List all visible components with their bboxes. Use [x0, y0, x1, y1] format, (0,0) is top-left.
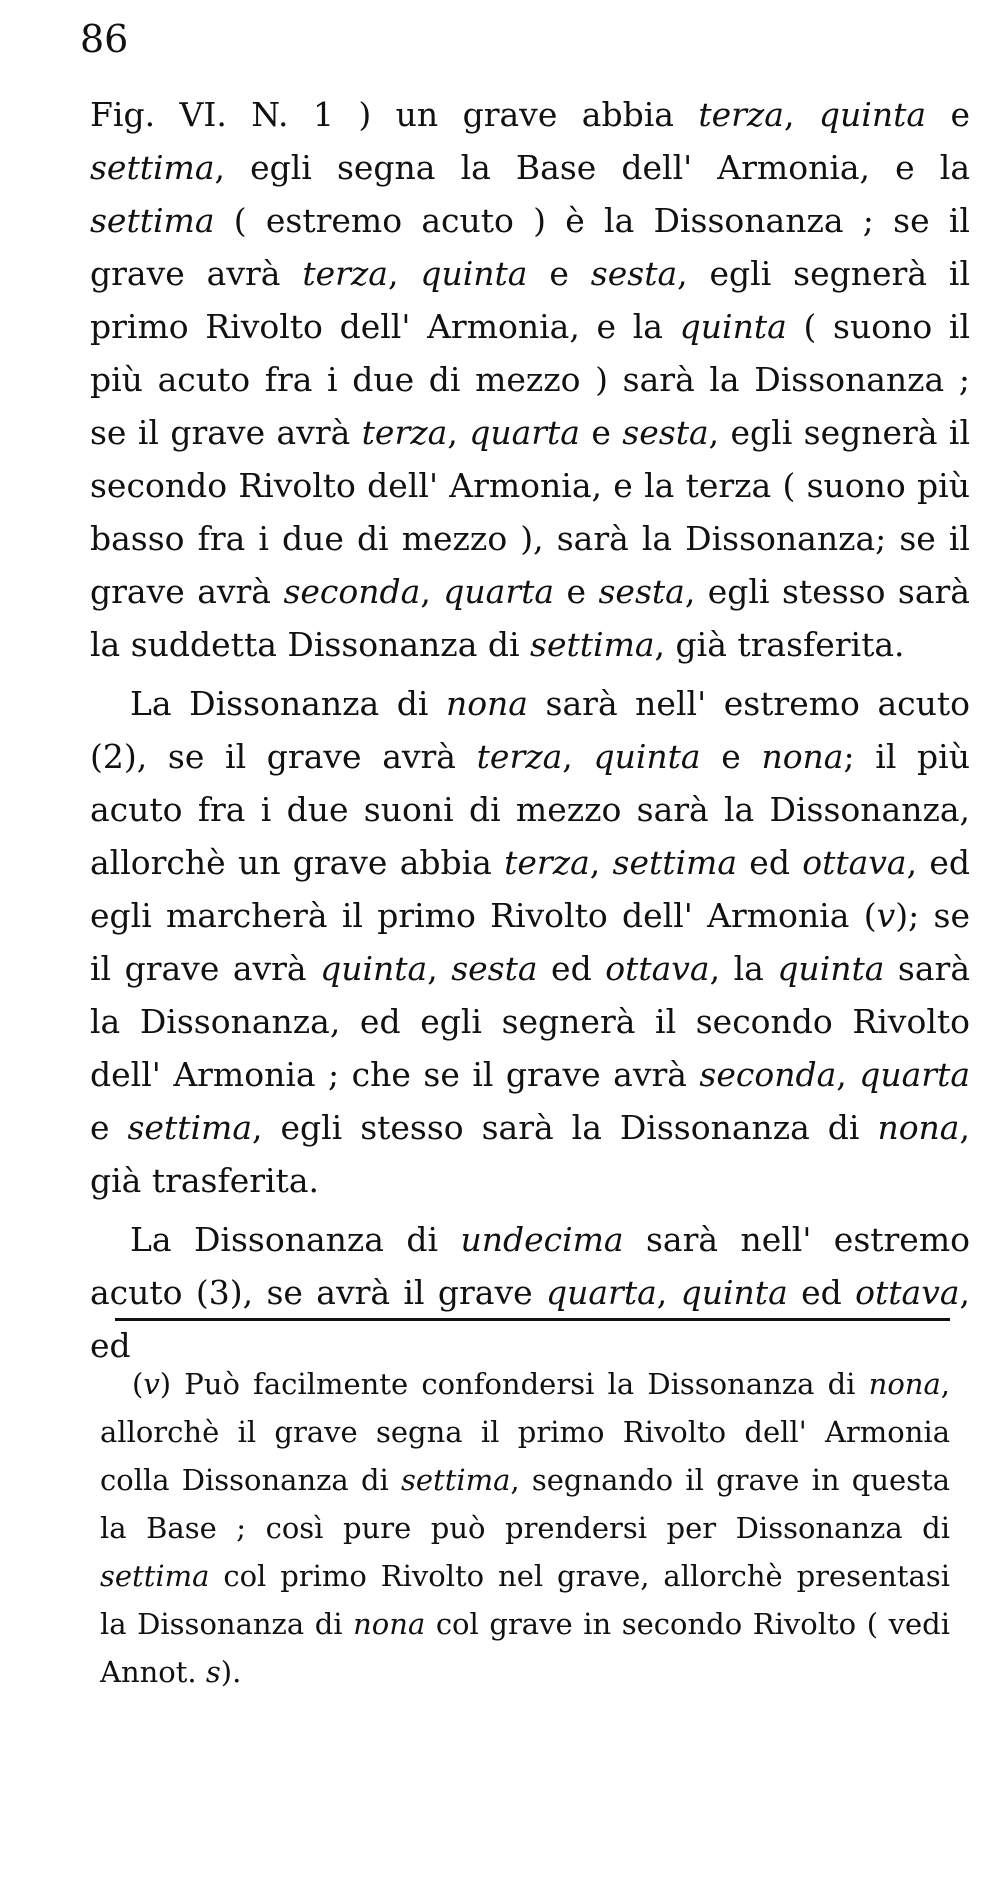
footnote [100, 1360, 950, 1696]
paragraph [90, 677, 970, 1207]
italic-term: settima [530, 625, 655, 664]
italic-term: quarta [859, 1055, 971, 1094]
text-run: ; il più acuto fra i due suoni di mezzo sarà la Dissonanza, allorchè un grave abbia [90, 737, 970, 882]
text-run: La Dissonanza di [130, 1220, 461, 1259]
italic-term: v [876, 896, 896, 935]
italic-term: ottava [802, 843, 907, 882]
text-run: e [579, 413, 623, 452]
text-run: , [387, 254, 421, 293]
text-run: Fig. VI. N. 1 ) un grave abbia [90, 95, 699, 134]
text-run: sarà la Dissonanza, ed egli segnerà il secondo Rivolto dell' Armonia ; che se il grave avrà [90, 949, 970, 1094]
italic-term: settima [612, 843, 738, 882]
italic-term: s [205, 1655, 221, 1689]
italic-term: settima [401, 1463, 511, 1497]
italic-term: undecima [460, 1220, 624, 1259]
italic-term: nona [353, 1607, 426, 1641]
italic-term: quinta [320, 949, 428, 988]
text-run: col primo Rivolto nel grave, allorchè presentasi la Dissonanza di [100, 1559, 950, 1641]
text-run: sarà nell' estremo acuto (2), se il grave avrà [90, 684, 970, 776]
italic-term: quinta [818, 95, 927, 134]
italic-term: quinta [777, 949, 885, 988]
italic-term: sesta [451, 949, 538, 988]
italic-term: ottava [855, 1273, 960, 1312]
italic-term: terza [302, 254, 388, 293]
italic-term: v [143, 1367, 160, 1401]
page-number: 86 [80, 17, 129, 61]
italic-term: terza [504, 843, 590, 882]
italic-term: nona [868, 1367, 941, 1401]
text-run: , [562, 737, 594, 776]
italic-term: quinta [420, 254, 528, 293]
text-run: ( [132, 1367, 144, 1401]
text-run: , egli segna la Base dell' Armonia, e la [214, 148, 970, 187]
text-run: ed [737, 843, 803, 882]
text-run: , ed egli marcherà il primo Rivolto dell' Armonia ( [90, 843, 970, 935]
text-run: , segnando il grave in questa la Base ; così pure può prendersi per Dissonanza di [100, 1463, 950, 1545]
text-run: , [427, 949, 452, 988]
italic-term: quinta [679, 307, 787, 346]
text-run: e [700, 737, 762, 776]
main-text [90, 88, 970, 1372]
footnote-text [100, 1360, 950, 1696]
italic-term: quarta [443, 572, 555, 611]
text-run: , già trasferita. [90, 1108, 970, 1200]
text-run: , egli segnerà il secondo Rivolto dell' Armonia, e la terza ( suono più basso fra i due di mezzo ), sarà la Dissonanza; se il grave avrà [90, 413, 971, 611]
text-run: ed [787, 1273, 856, 1312]
paragraph [90, 88, 970, 671]
italic-term: settima [127, 1108, 253, 1147]
italic-term: seconda [283, 572, 421, 611]
italic-term: terza [361, 413, 448, 452]
italic-term: nona [445, 684, 528, 723]
footnote-divider [115, 1318, 950, 1321]
text-run: ( estremo acuto ) è la Dissonanza ; se il grave avrà [90, 201, 970, 293]
text-run: , [836, 1055, 860, 1094]
paragraph [90, 1213, 970, 1372]
text-run: ( suono il più acuto fra i due di mezzo ) sarà la Dissonanza ; se il grave avrà [90, 307, 970, 452]
text-run: , egli stesso sarà la Dissonanza di [252, 1108, 878, 1147]
italic-term: terza [476, 737, 563, 776]
italic-term: seconda [699, 1055, 837, 1094]
text-run: , egli stesso sarà la suddetta Dissonanza di [90, 572, 970, 664]
italic-term: quarta [546, 1273, 657, 1312]
text-run: , [656, 1273, 681, 1312]
text-run: , [784, 95, 819, 134]
text-run: e [527, 254, 591, 293]
italic-term: nona [877, 1108, 960, 1147]
text-run: , ed [90, 1273, 971, 1365]
text-run: , la [709, 949, 778, 988]
text-run: e [926, 95, 971, 134]
italic-term: quarta [469, 413, 580, 452]
italic-term: nona [761, 737, 844, 776]
italic-term: sesta [622, 413, 709, 452]
text-run: , [589, 843, 613, 882]
text-run: , [447, 413, 470, 452]
text-run: , già trasferita. [654, 625, 905, 664]
text-run: ). [220, 1655, 242, 1689]
italic-term: ottava [605, 949, 710, 988]
text-run: e [554, 572, 599, 611]
italic-term: terza [698, 95, 784, 134]
text-run: ); se il grave avrà [90, 896, 971, 988]
text-run: col grave in secondo Rivolto ( vedi Annot. [100, 1607, 950, 1689]
italic-term: settima [90, 148, 215, 187]
text-run: , [420, 572, 444, 611]
text-run: , allorchè il grave segna il primo Rivolto dell' Armonia colla Dissonanza di [100, 1367, 950, 1497]
italic-term: quinta [680, 1273, 788, 1312]
italic-term: settima [100, 1559, 210, 1593]
italic-term: sesta [598, 572, 685, 611]
text-run: , egli segnerà il primo Rivolto dell' Armonia, e la [90, 254, 971, 346]
text-run: ed [537, 949, 606, 988]
text-run: ) Può facilmente confondersi la Dissonanza di [159, 1367, 869, 1401]
text-run: e [90, 1108, 128, 1147]
italic-term: sesta [590, 254, 678, 293]
italic-term: settima [90, 201, 215, 240]
text-run: sarà nell' estremo acuto (3), se avrà il grave [90, 1220, 970, 1312]
italic-term: quinta [593, 737, 701, 776]
text-run: La Dissonanza di [130, 684, 446, 723]
